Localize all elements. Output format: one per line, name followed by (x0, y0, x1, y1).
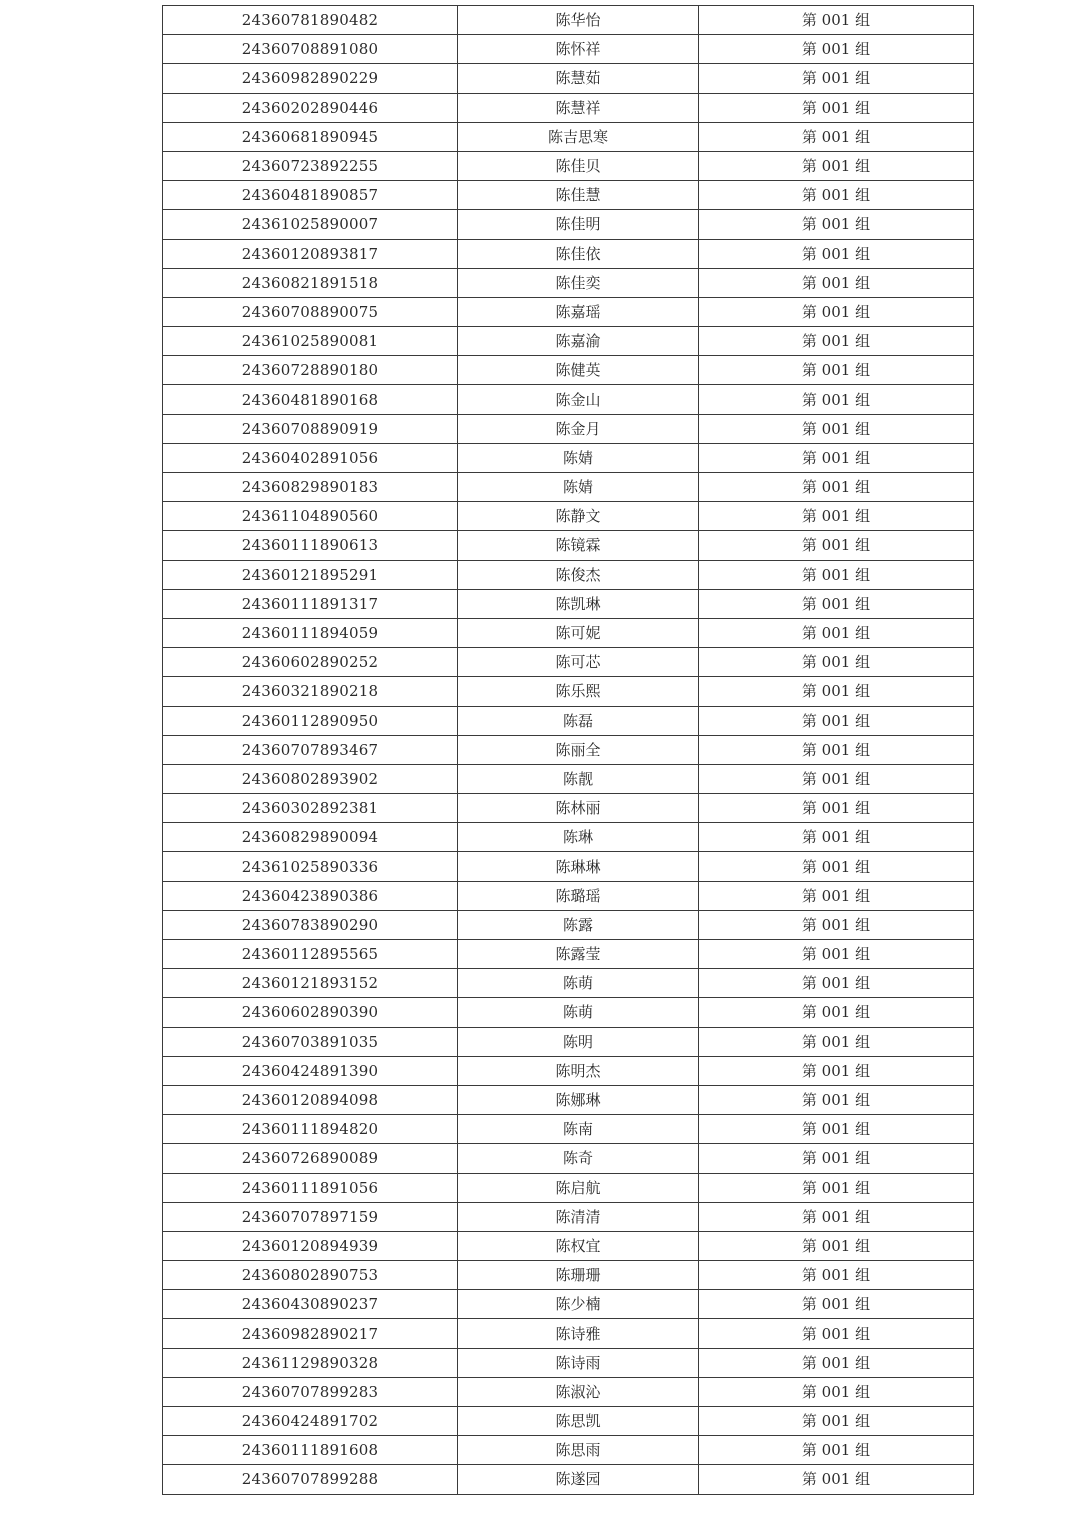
group-cell: 第 001 组 (699, 502, 974, 531)
candidate-name-cell: 陈娜琳 (458, 1085, 699, 1114)
table-row (163, 93, 974, 122)
group-cell: 第 001 组 (699, 560, 974, 589)
candidate-name-cell: 陈萌 (458, 969, 699, 998)
table-row (163, 648, 974, 677)
candidate-id-cell: 24360728890180 (163, 356, 458, 385)
table-row (163, 122, 974, 151)
group-cell: 第 001 组 (699, 1085, 974, 1114)
table-row (163, 1085, 974, 1114)
table-row (163, 881, 974, 910)
candidate-id-cell: 24360120894939 (163, 1231, 458, 1260)
group-cell: 第 001 组 (699, 327, 974, 356)
candidate-id-cell: 24360111891317 (163, 589, 458, 618)
group-cell: 第 001 组 (699, 93, 974, 122)
table-row (163, 1231, 974, 1260)
group-cell: 第 001 组 (699, 473, 974, 502)
table-row (163, 735, 974, 764)
candidate-id-cell: 24360726890089 (163, 1144, 458, 1173)
group-cell: 第 001 组 (699, 1465, 974, 1494)
candidate-id-cell: 24360430890237 (163, 1290, 458, 1319)
candidate-name-cell: 陈露 (458, 910, 699, 939)
candidate-id-cell: 24360402891056 (163, 443, 458, 472)
candidate-name-cell: 陈明杰 (458, 1056, 699, 1085)
table-row (163, 356, 974, 385)
table-row (163, 1319, 974, 1348)
group-cell: 第 001 组 (699, 1231, 974, 1260)
group-cell: 第 001 组 (699, 385, 974, 414)
table-row (163, 910, 974, 939)
candidate-name-cell: 陈佳奕 (458, 268, 699, 297)
candidate-name-cell: 陈清清 (458, 1202, 699, 1231)
candidate-name-cell: 陈佳慧 (458, 181, 699, 210)
candidate-id-cell: 24360703891035 (163, 1027, 458, 1056)
candidate-name-cell: 陈华怡 (458, 6, 699, 35)
roster-table (162, 5, 974, 1495)
candidate-id-cell: 24360783890290 (163, 910, 458, 939)
candidate-id-cell: 24360111891608 (163, 1436, 458, 1465)
candidate-id-cell: 24360121895291 (163, 560, 458, 589)
candidate-name-cell: 陈诗雨 (458, 1348, 699, 1377)
group-cell: 第 001 组 (699, 706, 974, 735)
candidate-name-cell: 陈诗雅 (458, 1319, 699, 1348)
table-row (163, 998, 974, 1027)
candidate-id-cell: 24360982890217 (163, 1319, 458, 1348)
group-cell: 第 001 组 (699, 297, 974, 326)
group-cell: 第 001 组 (699, 35, 974, 64)
candidate-name-cell: 陈启航 (458, 1173, 699, 1202)
group-cell: 第 001 组 (699, 1202, 974, 1231)
candidate-id-cell: 24360111894059 (163, 618, 458, 647)
candidate-id-cell: 24360781890482 (163, 6, 458, 35)
group-cell: 第 001 组 (699, 1436, 974, 1465)
group-cell: 第 001 组 (699, 1377, 974, 1406)
table-row (163, 1436, 974, 1465)
candidate-id-cell: 24360708890919 (163, 414, 458, 443)
group-cell: 第 001 组 (699, 881, 974, 910)
candidate-id-cell: 24360708890075 (163, 297, 458, 326)
candidate-name-cell: 陈婧 (458, 443, 699, 472)
candidate-id-cell: 24360802893902 (163, 764, 458, 793)
candidate-name-cell: 陈萌 (458, 998, 699, 1027)
candidate-name-cell: 陈淑沁 (458, 1377, 699, 1406)
group-cell: 第 001 组 (699, 969, 974, 998)
table-row (163, 268, 974, 297)
candidate-id-cell: 24360424891390 (163, 1056, 458, 1085)
candidate-name-cell: 陈婧 (458, 473, 699, 502)
candidate-name-cell: 陈嘉瑶 (458, 297, 699, 326)
candidate-name-cell: 陈金山 (458, 385, 699, 414)
table-row (163, 560, 974, 589)
group-cell: 第 001 组 (699, 64, 974, 93)
group-cell: 第 001 组 (699, 618, 974, 647)
group-cell: 第 001 组 (699, 268, 974, 297)
candidate-name-cell: 陈怀祥 (458, 35, 699, 64)
table-row (163, 1348, 974, 1377)
table-row (163, 1173, 974, 1202)
candidate-name-cell: 陈慧茹 (458, 64, 699, 93)
group-cell: 第 001 组 (699, 823, 974, 852)
group-cell: 第 001 组 (699, 122, 974, 151)
table-row (163, 1027, 974, 1056)
group-cell: 第 001 组 (699, 794, 974, 823)
group-cell: 第 001 组 (699, 356, 974, 385)
table-row (163, 181, 974, 210)
table-row (163, 940, 974, 969)
group-cell: 第 001 组 (699, 910, 974, 939)
table-row (163, 1202, 974, 1231)
group-cell: 第 001 组 (699, 1319, 974, 1348)
candidate-name-cell: 陈佳依 (458, 239, 699, 268)
table-row (163, 502, 974, 531)
table-row (163, 794, 974, 823)
table-row (163, 589, 974, 618)
table-row (163, 385, 974, 414)
candidate-id-cell: 24361025890081 (163, 327, 458, 356)
table-row (163, 35, 974, 64)
candidate-name-cell: 陈乐熙 (458, 677, 699, 706)
group-cell: 第 001 组 (699, 589, 974, 618)
group-cell: 第 001 组 (699, 6, 974, 35)
candidate-id-cell: 24360424891702 (163, 1407, 458, 1436)
candidate-id-cell: 24360602890390 (163, 998, 458, 1027)
table-row (163, 151, 974, 180)
candidate-id-cell: 24360111894820 (163, 1115, 458, 1144)
candidate-id-cell: 24360111890613 (163, 531, 458, 560)
table-row (163, 239, 974, 268)
group-cell: 第 001 组 (699, 940, 974, 969)
table-row (163, 327, 974, 356)
candidate-id-cell: 24360707893467 (163, 735, 458, 764)
group-cell: 第 001 组 (699, 443, 974, 472)
group-cell: 第 001 组 (699, 648, 974, 677)
candidate-id-cell: 24360707897159 (163, 1202, 458, 1231)
group-cell: 第 001 组 (699, 677, 974, 706)
candidate-name-cell: 陈林丽 (458, 794, 699, 823)
candidate-name-cell: 陈嘉渝 (458, 327, 699, 356)
candidate-id-cell: 24360602890252 (163, 648, 458, 677)
candidate-name-cell: 陈磊 (458, 706, 699, 735)
table-row (163, 443, 974, 472)
candidate-id-cell: 24360120894098 (163, 1085, 458, 1114)
candidate-id-cell: 24360723892255 (163, 151, 458, 180)
roster-body (163, 6, 974, 1495)
group-cell: 第 001 组 (699, 1144, 974, 1173)
table-row (163, 210, 974, 239)
table-row (163, 473, 974, 502)
candidate-id-cell: 24360802890753 (163, 1261, 458, 1290)
candidate-id-cell: 24360708891080 (163, 35, 458, 64)
candidate-id-cell: 24360112890950 (163, 706, 458, 735)
group-cell: 第 001 组 (699, 1115, 974, 1144)
candidate-id-cell: 24361104890560 (163, 502, 458, 531)
candidate-name-cell: 陈俊杰 (458, 560, 699, 589)
table-row (163, 1144, 974, 1173)
table-row (163, 677, 974, 706)
candidate-name-cell: 陈可芯 (458, 648, 699, 677)
candidate-name-cell: 陈少楠 (458, 1290, 699, 1319)
candidate-name-cell: 陈遂园 (458, 1465, 699, 1494)
group-cell: 第 001 组 (699, 1290, 974, 1319)
group-cell: 第 001 组 (699, 1027, 974, 1056)
group-cell: 第 001 组 (699, 239, 974, 268)
candidate-name-cell: 陈琳 (458, 823, 699, 852)
candidate-id-cell: 24360202890446 (163, 93, 458, 122)
candidate-name-cell: 陈思雨 (458, 1436, 699, 1465)
table-row (163, 1377, 974, 1406)
group-cell: 第 001 组 (699, 1173, 974, 1202)
group-cell: 第 001 组 (699, 764, 974, 793)
candidate-id-cell: 24361025890007 (163, 210, 458, 239)
group-cell: 第 001 组 (699, 531, 974, 560)
candidate-id-cell: 24360707899288 (163, 1465, 458, 1494)
table-row (163, 1261, 974, 1290)
table-row (163, 1290, 974, 1319)
candidate-id-cell: 24360982890229 (163, 64, 458, 93)
table-row (163, 764, 974, 793)
group-cell: 第 001 组 (699, 735, 974, 764)
candidate-name-cell: 陈佳明 (458, 210, 699, 239)
candidate-name-cell: 陈静文 (458, 502, 699, 531)
table-row (163, 1465, 974, 1494)
candidate-id-cell: 24360302892381 (163, 794, 458, 823)
candidate-name-cell: 陈珊珊 (458, 1261, 699, 1290)
table-row (163, 1056, 974, 1085)
candidate-id-cell: 24360111891056 (163, 1173, 458, 1202)
candidate-name-cell: 陈佳贝 (458, 151, 699, 180)
table-row (163, 618, 974, 647)
group-cell: 第 001 组 (699, 151, 974, 180)
candidate-name-cell: 陈思凯 (458, 1407, 699, 1436)
table-row (163, 1407, 974, 1436)
candidate-id-cell: 24361129890328 (163, 1348, 458, 1377)
candidate-id-cell: 24360481890168 (163, 385, 458, 414)
table-row (163, 6, 974, 35)
group-cell: 第 001 组 (699, 1348, 974, 1377)
table-row (163, 414, 974, 443)
group-cell: 第 001 组 (699, 414, 974, 443)
table-row (163, 823, 974, 852)
group-cell: 第 001 组 (699, 852, 974, 881)
group-cell: 第 001 组 (699, 210, 974, 239)
candidate-name-cell: 陈璐瑶 (458, 881, 699, 910)
candidate-id-cell: 24361025890336 (163, 852, 458, 881)
table-row (163, 64, 974, 93)
group-cell: 第 001 组 (699, 1407, 974, 1436)
candidate-id-cell: 24360120893817 (163, 239, 458, 268)
candidate-name-cell: 陈丽全 (458, 735, 699, 764)
candidate-name-cell: 陈权宜 (458, 1231, 699, 1260)
group-cell: 第 001 组 (699, 998, 974, 1027)
candidate-id-cell: 24360829890183 (163, 473, 458, 502)
candidate-name-cell: 陈健英 (458, 356, 699, 385)
candidate-id-cell: 24360829890094 (163, 823, 458, 852)
candidate-name-cell: 陈可妮 (458, 618, 699, 647)
candidate-id-cell: 24360681890945 (163, 122, 458, 151)
table-row (163, 297, 974, 326)
candidate-name-cell: 陈靓 (458, 764, 699, 793)
candidate-name-cell: 陈琳琳 (458, 852, 699, 881)
candidate-name-cell: 陈吉思寒 (458, 122, 699, 151)
group-cell: 第 001 组 (699, 1261, 974, 1290)
candidate-name-cell: 陈金月 (458, 414, 699, 443)
candidate-name-cell: 陈慧祥 (458, 93, 699, 122)
candidate-name-cell: 陈露莹 (458, 940, 699, 969)
table-row (163, 969, 974, 998)
candidate-id-cell: 24360121893152 (163, 969, 458, 998)
candidate-name-cell: 陈凯琳 (458, 589, 699, 618)
candidate-id-cell: 24360321890218 (163, 677, 458, 706)
group-cell: 第 001 组 (699, 181, 974, 210)
candidate-id-cell: 24360112895565 (163, 940, 458, 969)
candidate-name-cell: 陈南 (458, 1115, 699, 1144)
candidate-id-cell: 24360821891518 (163, 268, 458, 297)
table-row (163, 1115, 974, 1144)
table-row (163, 706, 974, 735)
candidate-name-cell: 陈镜霖 (458, 531, 699, 560)
candidate-id-cell: 24360481890857 (163, 181, 458, 210)
group-cell: 第 001 组 (699, 1056, 974, 1085)
candidate-id-cell: 24360707899283 (163, 1377, 458, 1406)
candidate-id-cell: 24360423890386 (163, 881, 458, 910)
candidate-name-cell: 陈明 (458, 1027, 699, 1056)
table-row (163, 852, 974, 881)
candidate-name-cell: 陈奇 (458, 1144, 699, 1173)
table-row (163, 531, 974, 560)
